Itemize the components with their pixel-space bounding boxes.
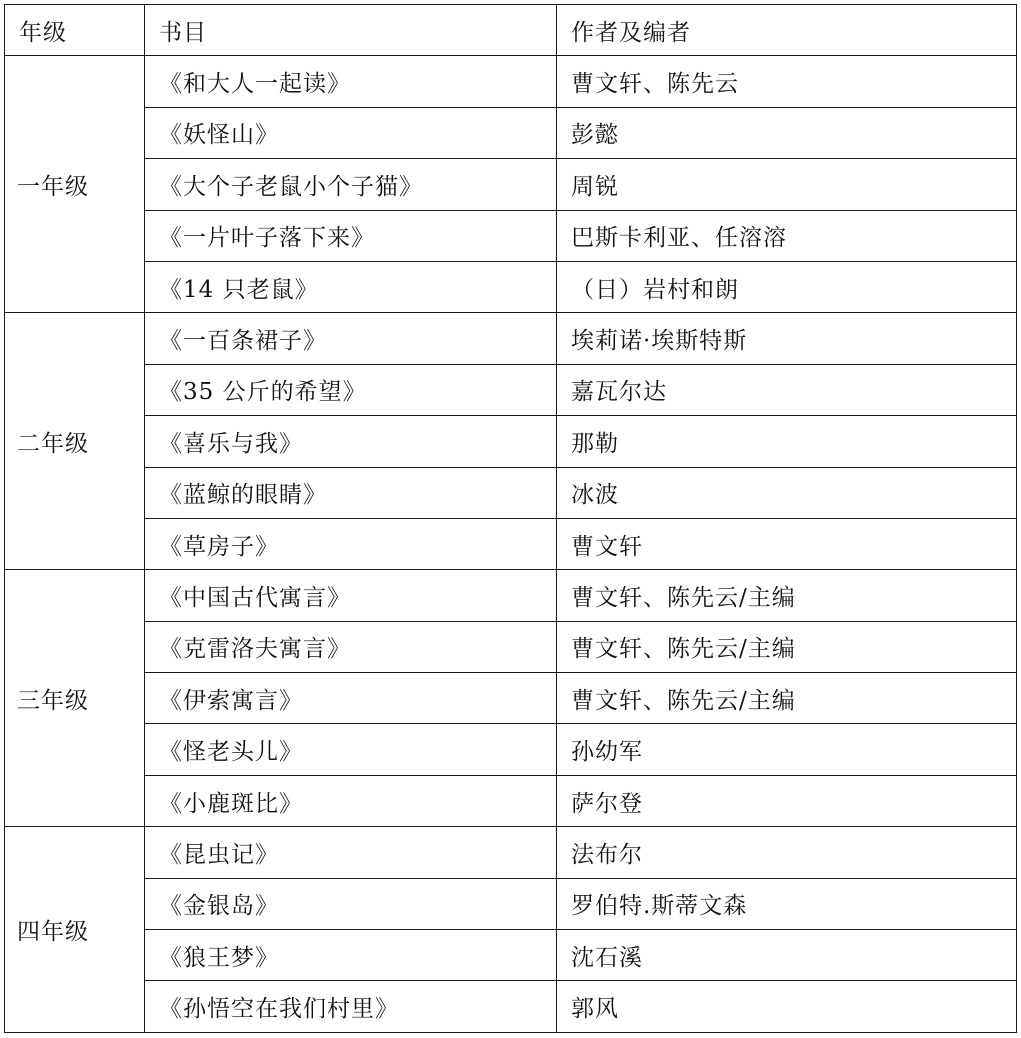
table-row: [5, 159, 1017, 210]
grade-cell: 二年级: [5, 313, 145, 570]
table-row: [5, 518, 1017, 569]
table-row: [5, 981, 1017, 1032]
book-title-cell: 《伊索寓言》: [145, 673, 557, 724]
table-row: [5, 570, 1017, 621]
book-title-cell: 《蓝鲸的眼睛》: [145, 467, 557, 518]
table-row: [5, 467, 1017, 518]
author-cell: （日）岩村和朗: [557, 261, 1017, 312]
book-title-cell: 《金银岛》: [145, 878, 557, 929]
header-book: 书目: [145, 5, 557, 56]
author-cell: 周锐: [557, 159, 1017, 210]
header-row: [5, 5, 1017, 56]
book-title-cell: 《怪老头儿》: [145, 724, 557, 775]
author-cell: 彭懿: [557, 107, 1017, 158]
table-row: [5, 775, 1017, 826]
author-cell: 曹文轩、陈先云/主编: [557, 570, 1017, 621]
table-row: [5, 56, 1017, 107]
book-title-cell: 《孙悟空在我们村里》: [145, 981, 557, 1032]
header-author: 作者及编者: [557, 5, 1017, 56]
grade-cell: 三年级: [5, 570, 145, 827]
book-title-cell: 《和大人一起读》: [145, 56, 557, 107]
author-cell: 嘉瓦尔达: [557, 364, 1017, 415]
book-title-cell: 《克雷洛夫寓言》: [145, 621, 557, 672]
author-cell: 罗伯特.斯蒂文森: [557, 878, 1017, 929]
table-row: [5, 724, 1017, 775]
grade-cell: 四年级: [5, 827, 145, 1033]
author-cell: 巴斯卡利亚、任溶溶: [557, 210, 1017, 261]
book-title-cell: 《喜乐与我》: [145, 416, 557, 467]
book-title-cell: 《中国古代寓言》: [145, 570, 557, 621]
table-row: [5, 621, 1017, 672]
author-cell: 萨尔登: [557, 775, 1017, 826]
book-title-cell: 《妖怪山》: [145, 107, 557, 158]
table-row: [5, 416, 1017, 467]
book-title-cell: 《大个子老鼠小个子猫》: [145, 159, 557, 210]
table-row: [5, 107, 1017, 158]
author-cell: 曹文轩、陈先云/主编: [557, 673, 1017, 724]
table-row: [5, 313, 1017, 364]
author-cell: 法布尔: [557, 827, 1017, 878]
book-title-cell: 《昆虫记》: [145, 827, 557, 878]
author-cell: 沈石溪: [557, 930, 1017, 981]
book-title-cell: 《草房子》: [145, 518, 557, 569]
table-row: [5, 930, 1017, 981]
author-cell: 郭风: [557, 981, 1017, 1032]
book-title-cell: 《狼王梦》: [145, 930, 557, 981]
author-cell: 曹文轩、陈先云/主编: [557, 621, 1017, 672]
book-title-cell: 《一百条裙子》: [145, 313, 557, 364]
table-row: [5, 261, 1017, 312]
author-cell: 冰波: [557, 467, 1017, 518]
author-cell: 孙幼军: [557, 724, 1017, 775]
grade-cell: 一年级: [5, 56, 145, 313]
reading-list-table: [4, 4, 1017, 1033]
author-cell: 曹文轩: [557, 518, 1017, 569]
book-title-cell: 《35 公斤的希望》: [145, 364, 557, 415]
author-cell: 那勒: [557, 416, 1017, 467]
table-row: [5, 827, 1017, 878]
book-title-cell: 《14 只老鼠》: [145, 261, 557, 312]
table-row: [5, 878, 1017, 929]
header-grade: 年级: [5, 5, 145, 56]
table-body: [5, 5, 1017, 1033]
table-row: [5, 210, 1017, 261]
book-title-cell: 《小鹿斑比》: [145, 775, 557, 826]
table-row: [5, 364, 1017, 415]
table-row: [5, 673, 1017, 724]
book-title-cell: 《一片叶子落下来》: [145, 210, 557, 261]
author-cell: 埃莉诺·埃斯特斯: [557, 313, 1017, 364]
author-cell: 曹文轩、陈先云: [557, 56, 1017, 107]
